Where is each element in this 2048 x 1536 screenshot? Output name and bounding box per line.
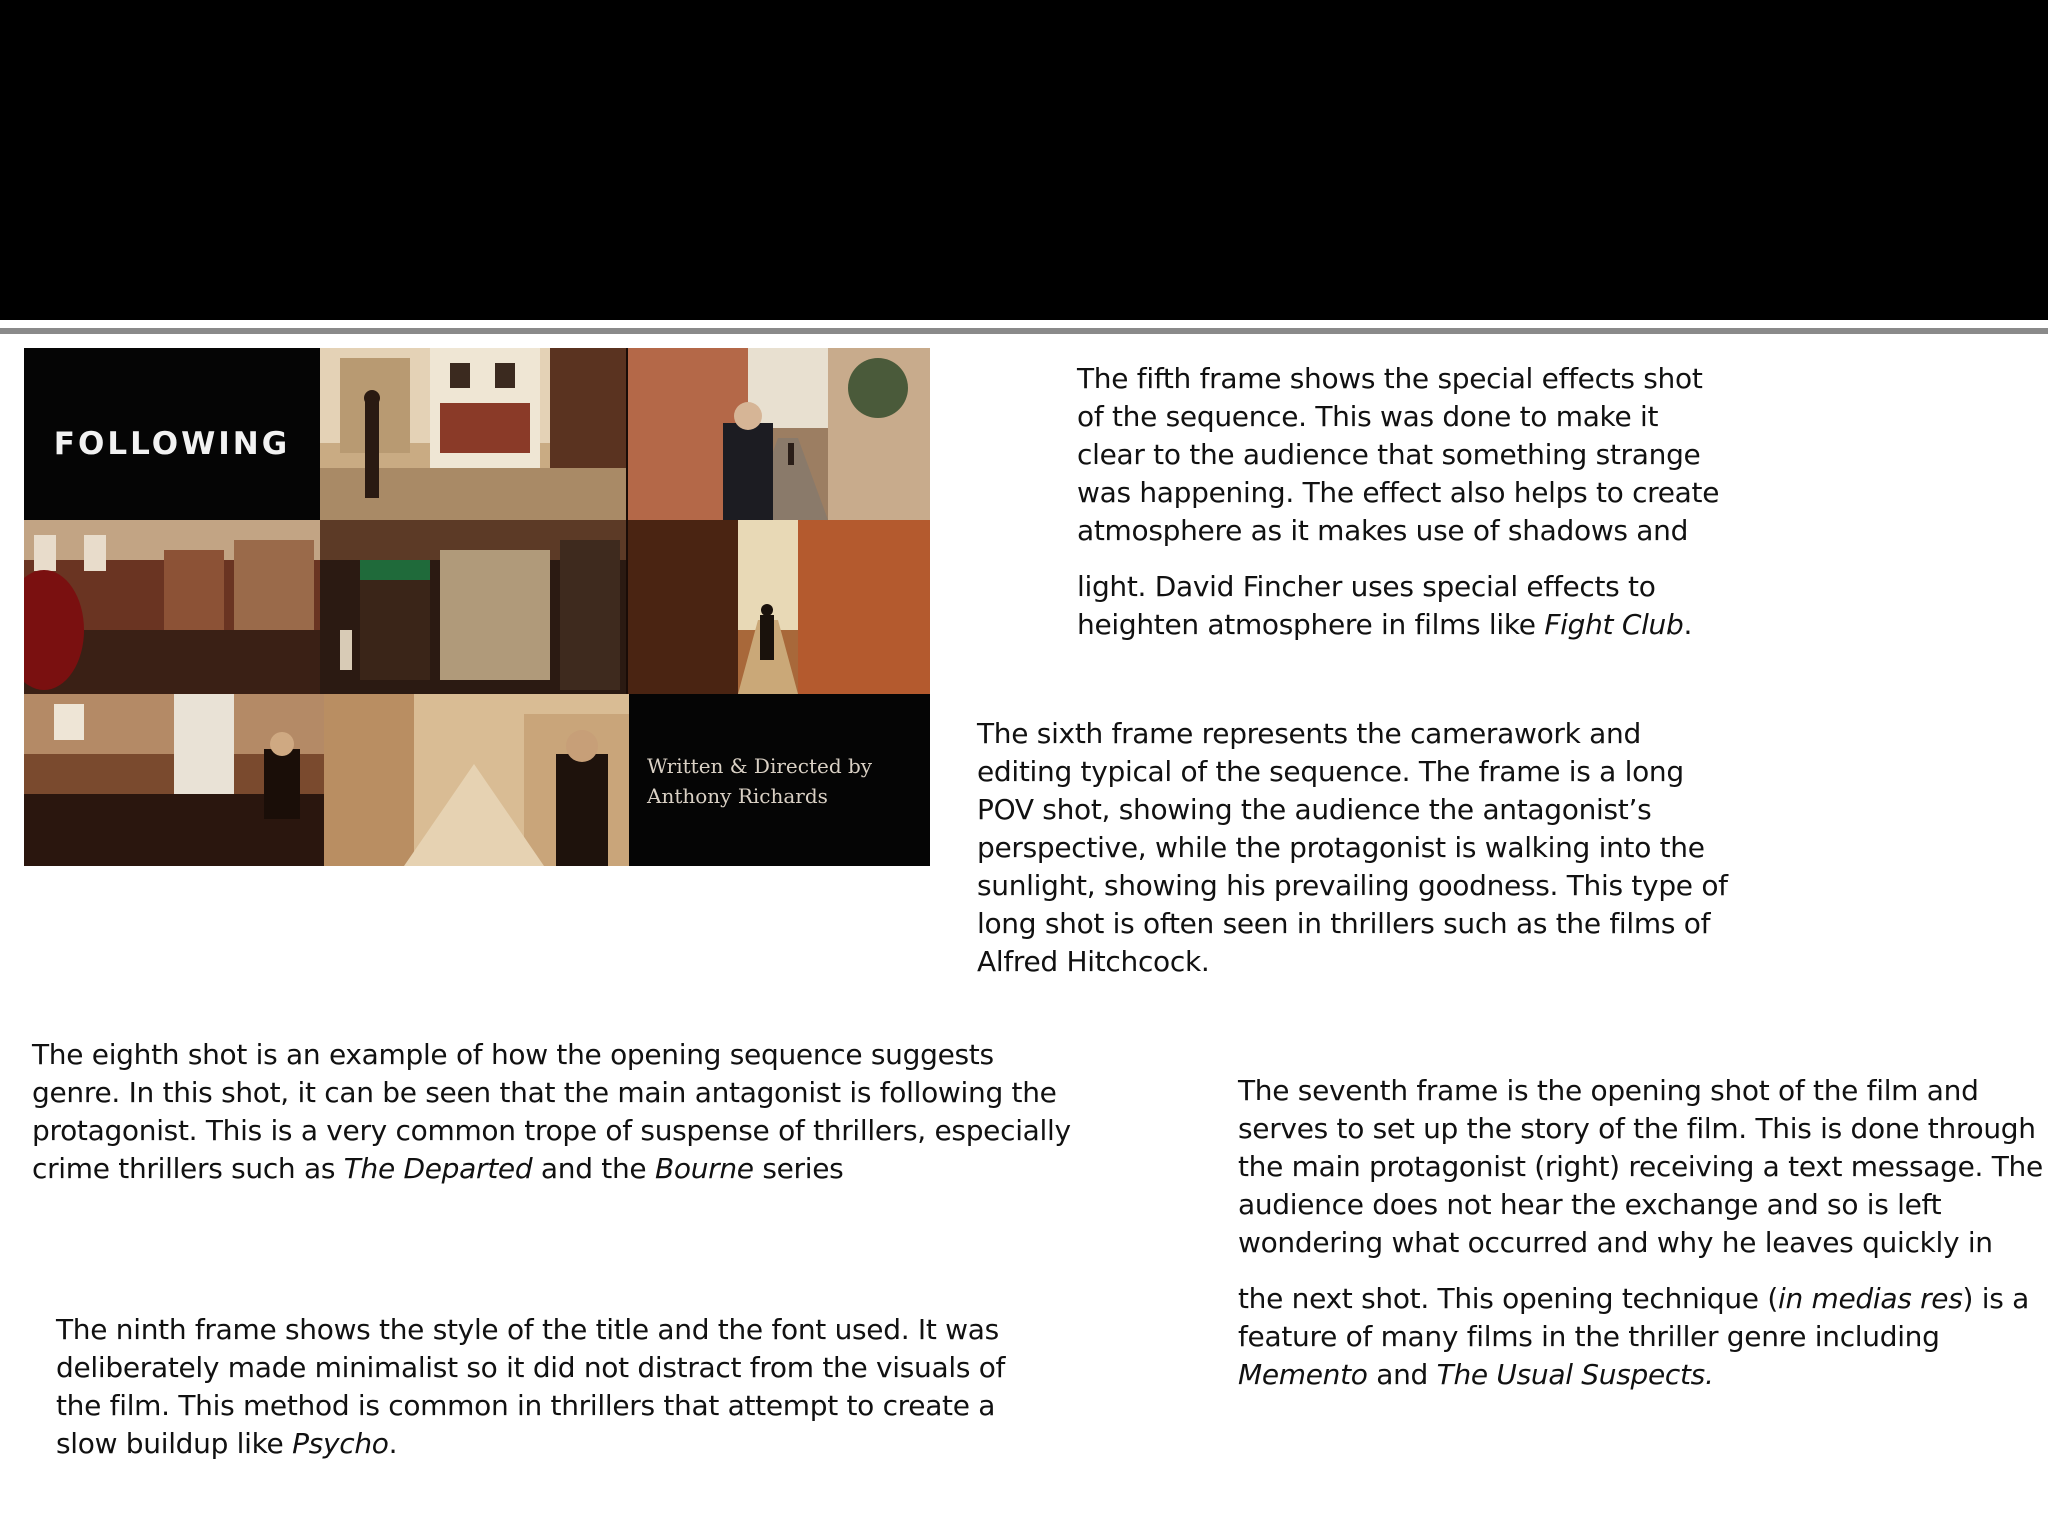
film-title-fight-club: Fight Club bbox=[1544, 608, 1684, 641]
ninth-frame-paragraph bbox=[56, 1311, 1005, 1463]
sixth-frame-paragraph bbox=[977, 715, 1728, 981]
text-line: was happening. The effect also helps to create bbox=[1077, 476, 1720, 509]
text-span: . bbox=[1683, 608, 1693, 641]
text-line: feature of many films in the thriller genre including bbox=[1238, 1320, 1940, 1353]
film-title-psycho: Psycho bbox=[292, 1427, 389, 1460]
still-alley-man-frame bbox=[628, 348, 930, 520]
fifth-frame-paragraph bbox=[1077, 360, 1719, 644]
film-title-the-departed: The Departed bbox=[343, 1152, 533, 1185]
still-shopfront-frame bbox=[320, 520, 626, 694]
divider-line bbox=[0, 320, 2048, 324]
text-line: Alfred Hitchcock. bbox=[977, 945, 1210, 978]
text-line: The seventh frame is the opening shot of the film and bbox=[1238, 1074, 1979, 1107]
still-hazy-street-frame bbox=[324, 694, 629, 866]
text-span: and the bbox=[532, 1152, 655, 1185]
text-line bbox=[1238, 1356, 2043, 1394]
credit-line-written-directed: Written & Directed by bbox=[647, 754, 873, 778]
text-line: the film. This method is common in thrillers that attempt to create a bbox=[56, 1389, 996, 1422]
text-line: clear to the audience that something strange bbox=[1077, 438, 1701, 471]
text-line: sunlight, showing his prevailing goodness. This type of bbox=[977, 869, 1728, 902]
text-line: protagonist. This is a very common trope of suspense of thrillers, especially bbox=[32, 1114, 1071, 1147]
text-line: The fifth frame shows the special effects shot bbox=[1077, 362, 1703, 395]
text-line: The ninth frame shows the style of the title and the font used. It was bbox=[56, 1313, 999, 1346]
text-line: The sixth frame represents the camerawork and bbox=[977, 717, 1641, 750]
text-line: The eighth shot is an example of how the opening sequence suggests bbox=[32, 1038, 994, 1071]
text-line bbox=[56, 1425, 1005, 1463]
text-span: series bbox=[753, 1152, 844, 1185]
text-line bbox=[32, 1150, 1071, 1188]
divider-rule bbox=[0, 328, 2048, 334]
eighth-shot-paragraph bbox=[32, 1036, 1071, 1188]
text-span: . bbox=[388, 1427, 398, 1460]
title-card-frame bbox=[24, 348, 320, 520]
still-bench-frame bbox=[24, 694, 324, 866]
term-in-medias-res: in medias res bbox=[1777, 1282, 1963, 1315]
paragraph-gap bbox=[1238, 1262, 2043, 1280]
text-span: the next shot. This opening technique ( bbox=[1238, 1282, 1778, 1315]
text-line: serves to set up the story of the film. This is done through bbox=[1238, 1112, 2036, 1145]
text-line: wondering what occurred and why he leaves quickly in bbox=[1238, 1226, 1993, 1259]
paragraph-gap bbox=[1077, 550, 1719, 568]
credit-card-frame bbox=[629, 694, 930, 866]
title-band bbox=[0, 0, 2048, 320]
text-span: heighten atmosphere in films like bbox=[1077, 608, 1545, 641]
text-line: atmosphere as it makes use of shadows and bbox=[1077, 514, 1689, 547]
film-title-the-usual-suspects: The Usual Suspects. bbox=[1436, 1358, 1714, 1391]
film-title-memento: Memento bbox=[1238, 1358, 1368, 1391]
text-line bbox=[1077, 606, 1719, 644]
still-street-frame bbox=[320, 348, 626, 520]
text-span: slow buildup like bbox=[56, 1427, 293, 1460]
credit-line-name: Anthony Richards bbox=[647, 784, 828, 808]
still-alley-walk-frame bbox=[628, 520, 930, 694]
text-span: and bbox=[1367, 1358, 1437, 1391]
text-line: audience does not hear the exchange and so is left bbox=[1238, 1188, 1942, 1221]
text-line: POV shot, showing the audience the antagonist’s bbox=[977, 793, 1652, 826]
seventh-frame-paragraph bbox=[1238, 1072, 2043, 1394]
text-line: perspective, while the protagonist is walking into the bbox=[977, 831, 1705, 864]
text-line: of the sequence. This was done to make it bbox=[1077, 400, 1659, 433]
film-title-bourne: Bourne bbox=[654, 1152, 754, 1185]
text-span: crime thrillers such as bbox=[32, 1152, 344, 1185]
still-houses-frame bbox=[24, 520, 320, 694]
title-card-text: FOLLOWING bbox=[53, 426, 291, 462]
text-line: deliberately made minimalist so it did not distract from the visuals of bbox=[56, 1351, 1006, 1384]
text-line bbox=[1238, 1280, 2043, 1318]
text-line: long shot is often seen in thrillers such as the films of bbox=[977, 907, 1711, 940]
film-stills-collage bbox=[24, 348, 930, 866]
text-line: editing typical of the sequence. The frame is a long bbox=[977, 755, 1684, 788]
text-line: genre. In this shot, it can be seen that the main antagonist is following the bbox=[32, 1076, 1057, 1109]
text-line: the main protagonist (right) receiving a text message. The bbox=[1238, 1150, 2043, 1183]
text-line: light. David Fincher uses special effects to bbox=[1077, 570, 1656, 603]
text-span: ) is a bbox=[1962, 1282, 2029, 1315]
